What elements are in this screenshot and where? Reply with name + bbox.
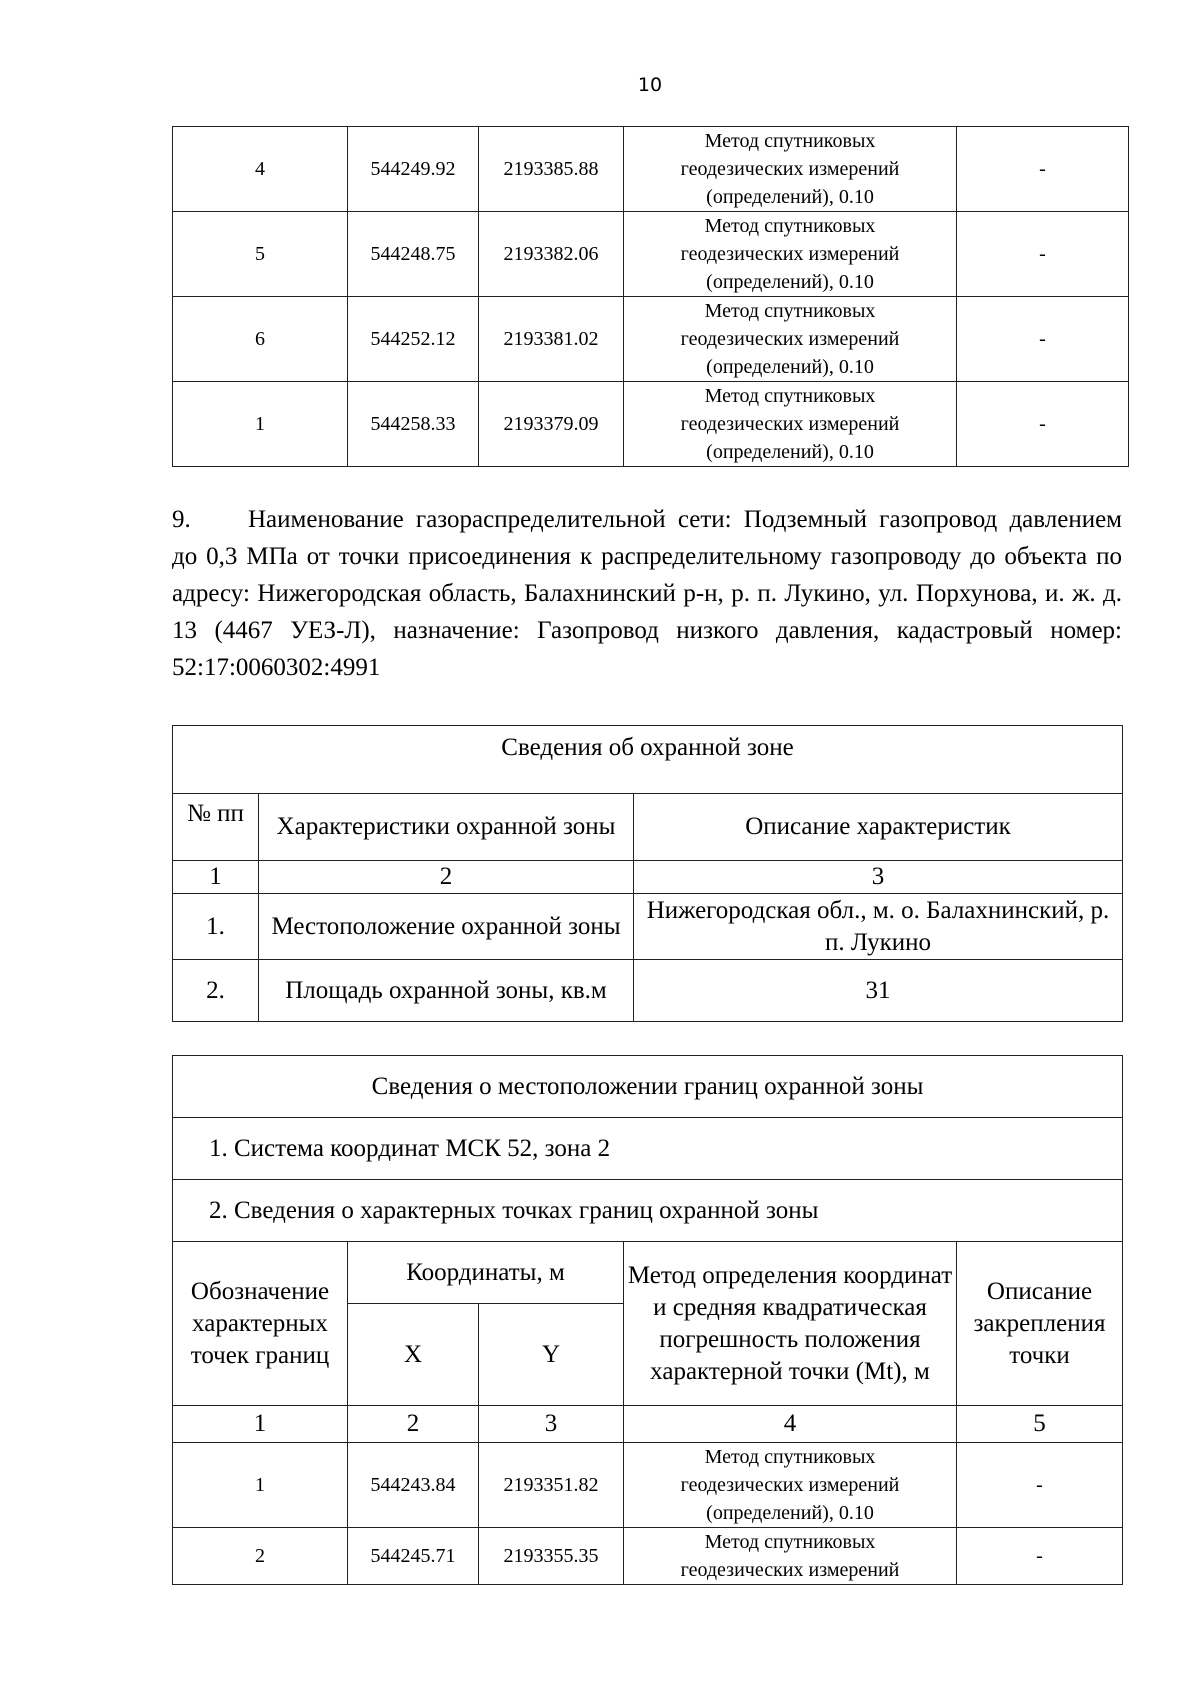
- method-line: Метод спутниковых: [704, 1531, 876, 1553]
- column-number: 3: [479, 1406, 624, 1443]
- points-title: 2. Сведения о характерных точках границ охранной зоны: [173, 1180, 1123, 1242]
- column-number: 3: [634, 861, 1123, 894]
- method-line: (определений), 0.10: [706, 1502, 874, 1524]
- column-number: 5: [957, 1406, 1123, 1443]
- header-x: X: [348, 1304, 479, 1406]
- column-number: 4: [624, 1406, 957, 1443]
- fix-cell: -: [957, 1443, 1123, 1528]
- method-line: Метод спутниковых: [704, 300, 876, 322]
- point-cell: 4: [173, 127, 348, 212]
- y-cell: 2193351.82: [479, 1443, 624, 1528]
- y-cell: 2193381.02: [479, 297, 624, 382]
- section-number: 9.: [172, 506, 191, 533]
- zone-info-title: Сведения об охранной зоне: [173, 726, 1123, 794]
- point-cell: 6: [173, 297, 348, 382]
- fix-cell: -: [957, 212, 1129, 297]
- header-number: № пп: [173, 794, 259, 861]
- x-cell: 544252.12: [348, 297, 479, 382]
- table-row: [173, 1443, 1123, 1528]
- method-line: геодезических измерений: [680, 158, 900, 180]
- header-method: Метод определения координат и средняя квадратическая погрешность положения характерной точки (Mt), м: [624, 1242, 957, 1406]
- row-description: Нижегородская обл., м. о. Балахнинский, р. п. Лукино: [634, 894, 1123, 960]
- fix-cell: -: [957, 1528, 1123, 1585]
- y-cell: 2193355.35: [479, 1528, 624, 1585]
- row-description: 31: [634, 960, 1123, 1022]
- boundary-title: Сведения о местоположении границ охранной зоны: [173, 1056, 1123, 1118]
- table-row: [173, 297, 1129, 382]
- y-cell: 2193382.06: [479, 212, 624, 297]
- method-line: геодезических измерений: [680, 328, 900, 350]
- method-cell: [624, 382, 957, 467]
- row-characteristic: Местоположение охранной зоны: [259, 894, 634, 960]
- table-row: [173, 382, 1129, 467]
- header-designation: Обозначение характерных точек границ: [173, 1242, 348, 1406]
- zone-info-table: [172, 725, 1123, 1022]
- header-y: Y: [479, 1304, 624, 1406]
- y-cell: 2193385.88: [479, 127, 624, 212]
- row-characteristic: Площадь охранной зоны, кв.м: [259, 960, 634, 1022]
- table-row: [173, 127, 1129, 212]
- boundary-points-table: [172, 1055, 1123, 1585]
- point-cell: 5: [173, 212, 348, 297]
- point-cell: 2: [173, 1528, 348, 1585]
- method-cell: [624, 127, 957, 212]
- column-number: 2: [348, 1406, 479, 1443]
- method-line: геодезических измерений: [680, 413, 900, 435]
- row-number: 1.: [173, 894, 259, 960]
- x-cell: 544249.92: [348, 127, 479, 212]
- x-cell: 544248.75: [348, 212, 479, 297]
- header-fix: Описание закрепления точки: [957, 1242, 1123, 1406]
- point-cell: 1: [173, 382, 348, 467]
- row-number: 2.: [173, 960, 259, 1022]
- header-coordinates: Координаты, м: [348, 1242, 624, 1304]
- method-line: Метод спутниковых: [704, 130, 876, 152]
- section-paragraph: [172, 501, 1122, 686]
- page-number: 10: [637, 74, 663, 96]
- column-number: 1: [173, 861, 259, 894]
- table-row: [173, 894, 1123, 960]
- point-cell: 1: [173, 1443, 348, 1528]
- fix-cell: -: [957, 127, 1129, 212]
- column-number: 2: [259, 861, 634, 894]
- x-cell: 544245.71: [348, 1528, 479, 1585]
- table-row: [173, 212, 1129, 297]
- method-cell: [624, 297, 957, 382]
- method-line: Метод спутниковых: [704, 215, 876, 237]
- method-line: (определений), 0.10: [706, 356, 874, 378]
- method-line: (определений), 0.10: [706, 441, 874, 463]
- column-number: 1: [173, 1406, 348, 1443]
- method-line: геодезических измерений: [680, 1559, 900, 1581]
- table-row: [173, 1528, 1123, 1585]
- method-line: Метод спутниковых: [704, 1446, 876, 1468]
- section-text: Наименование газораспределительной сети: Подземный газопровод давлением до 0,3 МПа от точки присоединения к распределительному газопроводу до объекта по адресу: Нижегородская область, Балахнинский р-н, р. п. Лукино, ул. Порхунова, и. ж. д. 13 (4467 УЕЗ-Л), назначение: Газопровод низкого давления, кадастровый номер: 52:17:0060302:4991: [172, 506, 1122, 681]
- method-line: (определений), 0.10: [706, 271, 874, 293]
- fix-cell: -: [957, 382, 1129, 467]
- method-line: (определений), 0.10: [706, 186, 874, 208]
- header-description: Описание характеристик: [634, 794, 1123, 861]
- coordinate-system: 1. Система координат МСК 52, зона 2: [173, 1118, 1123, 1180]
- method-cell: [624, 1443, 957, 1528]
- header-characteristic: Характеристики охранной зоны: [259, 794, 634, 861]
- x-cell: 544243.84: [348, 1443, 479, 1528]
- x-cell: 544258.33: [348, 382, 479, 467]
- fix-cell: -: [957, 297, 1129, 382]
- method-line: геодезических измерений: [680, 243, 900, 265]
- method-cell: [624, 212, 957, 297]
- y-cell: 2193379.09: [479, 382, 624, 467]
- table-row: [173, 960, 1123, 1022]
- method-line: Метод спутниковых: [704, 385, 876, 407]
- coordinates-table-continued: [172, 126, 1129, 467]
- method-cell: [624, 1528, 957, 1585]
- method-line: геодезических измерений: [680, 1474, 900, 1496]
